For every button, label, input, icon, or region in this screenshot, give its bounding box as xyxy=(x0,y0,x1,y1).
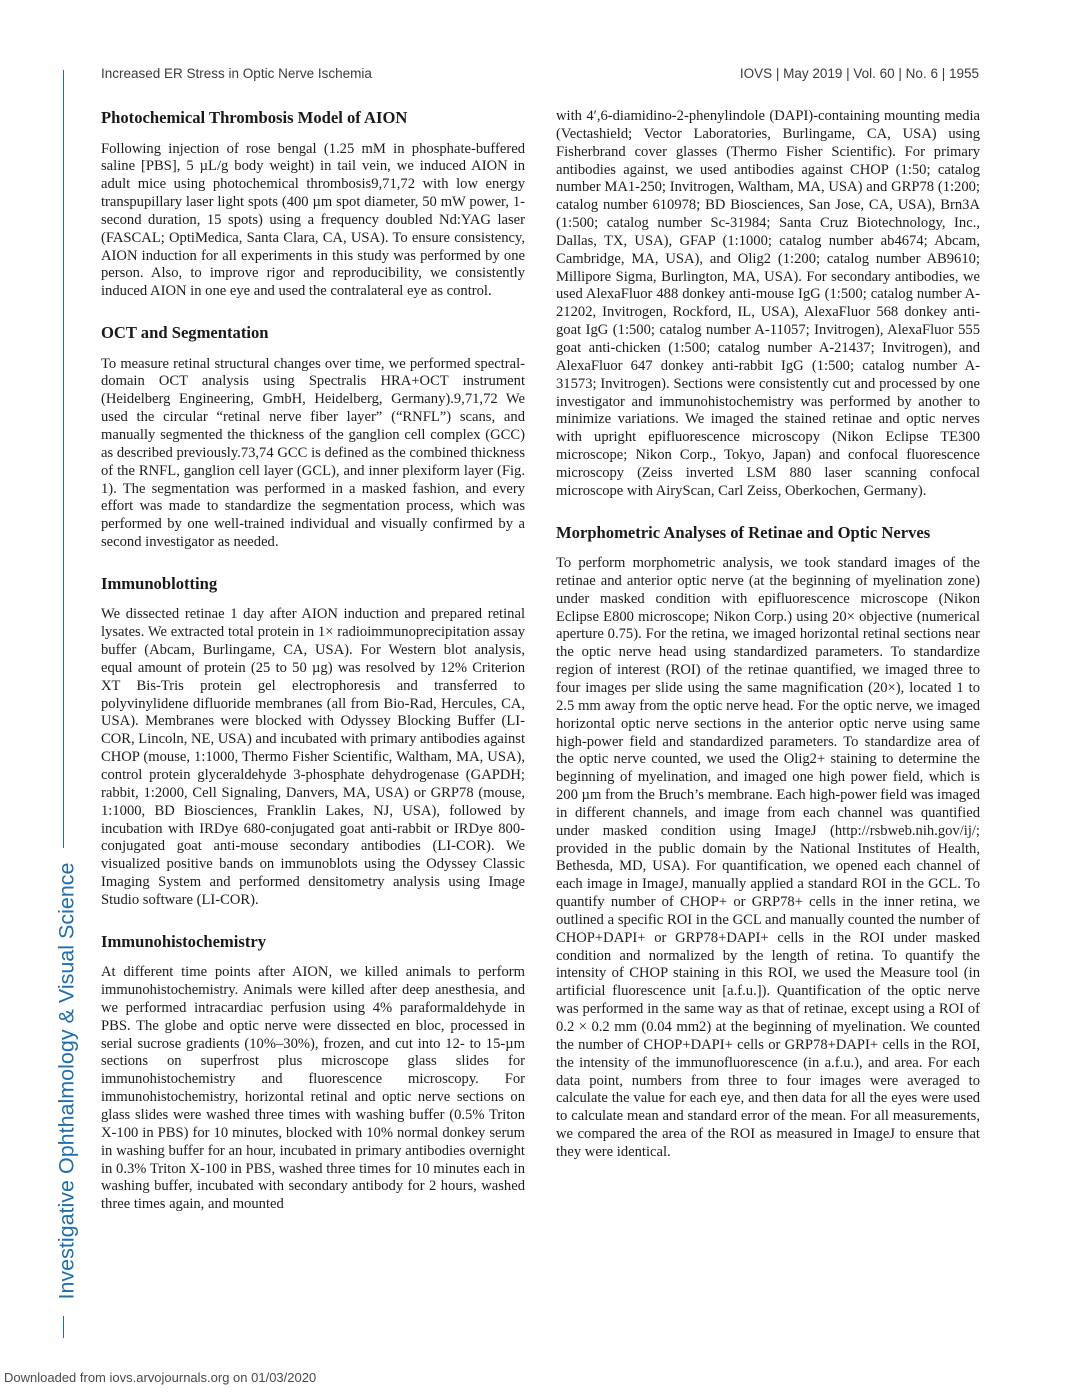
left-column xyxy=(101,108,525,1214)
section-paragraph-continued: with 4′,6-diamidino-2-phenylindole (DAPI)-containing mounting media (Vectashield; Vector Laboratories, Burlingame, CA, USA) using Fisherbrand cover glasses (Thermo Fisher Scientific). For primary antibodies against, we used antibodies against CHOP (1:50; catalog number MA1-250; Invitrogen, Waltham, MA, USA) and GRP78 (1:200; catalog number 610978; BD Biosciences, San Jose, CA, USA), Brn3A (1:500; catalog number Sc-31984; Santa Cruz Biotechnology, Inc., Dallas, TX, USA), GFAP (1:1000; catalog number ab4674; Abcam, Cambridge, MA, USA), and Olig2 (1:200; catalog number AB9610; Millipore Sigma, Burlington, MA, USA). For secondary antibodies, we used AlexaFluor 488 donkey anti-mouse IgG (1:500; catalog number A-21202, Invitrogen, Rockford, IL, USA), AlexaFluor 568 donkey anti-goat IgG (1:500; catalog number A-11057; Invitrogen), AlexaFluor 555 goat anti-chicken (1:500; catalog number A-21437; Invitrogen), and AlexaFluor 647 donkey anti-rabbit IgG (1:500; catalog number A-31573; Invitrogen). Sections were consistently cut and processed by one investigator and immunohistochemistry was performed by another to minimize variations. We imaged the stained retinae and optic nerves with upright epifluorescence microscopy (Nikon Eclipse TE300 microscope; Nikon Corp., Tokyo, Japan) and confocal fluorescence microscopy (Zeiss inverted LSM 880 laser scanning confocal microscope with AiryScan, Carl Zeiss, Oberkochen, Germany). xyxy=(556,108,980,499)
journal-side-banner: Investigative Ophthalmology & Visual Science xyxy=(54,862,79,1300)
section-immunohistochemistry xyxy=(101,932,525,1214)
side-rule-top xyxy=(63,70,64,848)
section-morphometric xyxy=(556,523,980,1162)
section-thrombosis xyxy=(101,108,525,301)
section-paragraph: To perform morphometric analysis, we took standard images of the retinae and anterior optic nerve (at the beginning of myelination zone) under masked condition with epifluorescence microscope (Nikon Eclipse E800 microscope; Nikon Corp.) using 20× objective (numerical aperture 0.75). For the retina, we imaged horizontal retinal sections near the optic nerve head using standardized parameters. To standardize region of interest (ROI) of the retinae quantified, we imaged three to four images per slide using the same magnification (20×), located 1 to 2.5 mm away from the optic nerve head. For the optic nerve, we imaged horizontal optic nerve sections in the anterior optic nerve using same high-power field and standardized parameters. To standardize area of the optic nerve counted, we used the Olig2+ staining to determine the beginning of myelination, and imaged one high power field, which is 200 µm from the Bruch’s membrane. Each high-power field was imaged in different channels, and image from each channel was quantified under masked condition using ImageJ (http://rsbweb.nih.gov/ij/; provided in the public domain by the National Institutes of Health, Bethesda, MD, USA). For quantification, we opened each channel of each image in ImageJ, manually applied a standard ROI in the GCL. To quantify number of CHOP+ or GRP78+ cells in the inner retina, we outlined a specific ROI in the GCL and manually counted the number of CHOP+DAPI+ or GRP78+DAPI+ cells in the ROI under masked condition and normalized by the length of retina. To quantify the intensity of CHOP staining in this ROI, we used the Measure tool (in artificial fluorescence unit [a.f.u.]). Quantification of the optic nerve was performed in the same way as that of retinae, except using a ROI of 0.2 × 0.2 mm (0.04 mm2) at the beginning of myelination. We counted the number of CHOP+DAPI+ cells or GRP78+DAPI+ cells in the ROI, the intensity of the immunofluorescence (in a.f.u.), and area. For each data point, numbers from three to four images were averaged to calculate the value for each eye, and then data for all the eyes were used to calculate mean and standard error of the mean. For all measurements, we compared the area of the ROI as measured in ImageJ to ensure that they were identical. xyxy=(556,555,980,1160)
running-head xyxy=(101,66,979,86)
side-rule-bottom xyxy=(63,1316,64,1338)
running-head-title: Increased ER Stress in Optic Nerve Ischemia xyxy=(101,66,372,81)
right-column xyxy=(556,108,980,1162)
section-oct xyxy=(101,323,525,552)
download-footer: Downloaded from iovs.arvojournals.org on 01/03/2020 xyxy=(4,1370,317,1385)
section-paragraph: At different time points after AION, we killed animals to perform immunohistochemistry. Animals were killed after deep anesthesia, and we performed intracardiac perfusion using 4% paraformaldehyde in PBS. The globe and optic nerve were dissected en bloc, processed in serial sucrose gradients (10%–30%), frozen, and cut into 12- to 15-µm sections on superfrost plus microscope glass slides for immunohistochemistry and fluorescence microscopy. For immunohistochemistry, horizontal retinal and optic nerve sections on glass slides were washed three times with washing buffer (0.5% Triton X-100 in PBS) for 10 minutes, blocked with 10% normal donkey serum in washing buffer for an hour, incubated in primary antibodies overnight in 0.3% Triton X-100 in PBS, washed three times for 10 minutes each in washing buffer, incubated with secondary antibody for 2 hours, washed three times again, and mounted xyxy=(101,964,525,1213)
section-heading: Photochemical Thrombosis Model of AION xyxy=(101,108,408,127)
section-paragraph: We dissected retinae 1 day after AION induction and prepared retinal lysates. We extracted total protein in 1× radioimmunoprecipitation assay buffer (Abcam, Burlingame, CA, USA). For Western blot analysis, equal amount of protein (25 to 50 µg) was resolved by 12% Criterion XT Bis-Tris protein gel electrophoresis and transferred to polyvinylidene difluoride membranes (all from Bio-Rad, Hercules, CA, USA). Membranes were blocked with Odyssey Blocking Buffer (LI-COR, Lincoln, NE, USA) and incubated with primary antibodies against CHOP (mouse, 1:1000, Thermo Fisher Scientific, Waltham, MA, USA), control protein glyceraldehyde 3-phosphate dehydrogenase (GAPDH; rabbit, 1:2000, Cell Signaling, Danvers, MA, USA) or GRP78 (mouse, 1:1000, BD Biosciences, Franklin Lakes, NJ, USA), followed by incubation with IRDye 680-conjugated goat anti-rabbit or IRDye 800-conjugated goat anti-mouse secondary antibodies (LI-COR). We visualized positive bands on immunoblots using the Odyssey Classic Imaging System and performed densitometry analysis using Image Studio software (LI-COR). xyxy=(101,606,525,908)
running-head-citation: IOVS | May 2019 | Vol. 60 | No. 6 | 1955 xyxy=(739,66,979,81)
section-immunoblotting xyxy=(101,574,525,910)
section-heading: Immunoblotting xyxy=(101,573,218,593)
section-heading: Morphometric Analyses of Retinae and Optic Nerves xyxy=(556,522,931,542)
section-paragraph: To measure retinal structural changes over time, we performed spectral-domain OCT analysis using Spectralis HRA+OCT instrument (Heidelberg Engineering, GmbH, Heidelberg, Germany).9,71,72 We used the circular “retinal nerve fiber layer” (“RNFL”) scans, and manually segmented the thickness of the ganglion cell complex (GCC) as described previously.73,74 GCC is defined as the combined thickness of the RNFL, ganglion cell layer (GCL), and inner plexiform layer (Fig. 1). The segmentation was performed in a masked fashion, and every effort was made to standardize the segmentation process, which was performed by one well-trained individual and visually confirmed by a second investigator as needed. xyxy=(101,355,525,551)
section-heading: OCT and Segmentation xyxy=(101,323,269,343)
section-paragraph: Following injection of rose bengal (1.25 mM in phosphate-buffered saline [PBS], 5 µL/g body weight) in tail vein, we induced AION in adult mice using photochemical thrombosis9,71,72 with low energy transpupillary laser light spots (400 µm spot diameter, 50 mW power, 1-second duration, 15 spots) using a frequency doubled Nd:YAG laser (FASCAL; OptiMedica, Santa Clara, CA, USA). To ensure consistency, AION induction for all experiments in this study was performed by one person. Also, to improve rigor and reproducibility, we consistently induced AION in one eye and used the contralateral eye as control. xyxy=(101,140,525,300)
section-heading: Immunohistochemistry xyxy=(101,931,267,951)
